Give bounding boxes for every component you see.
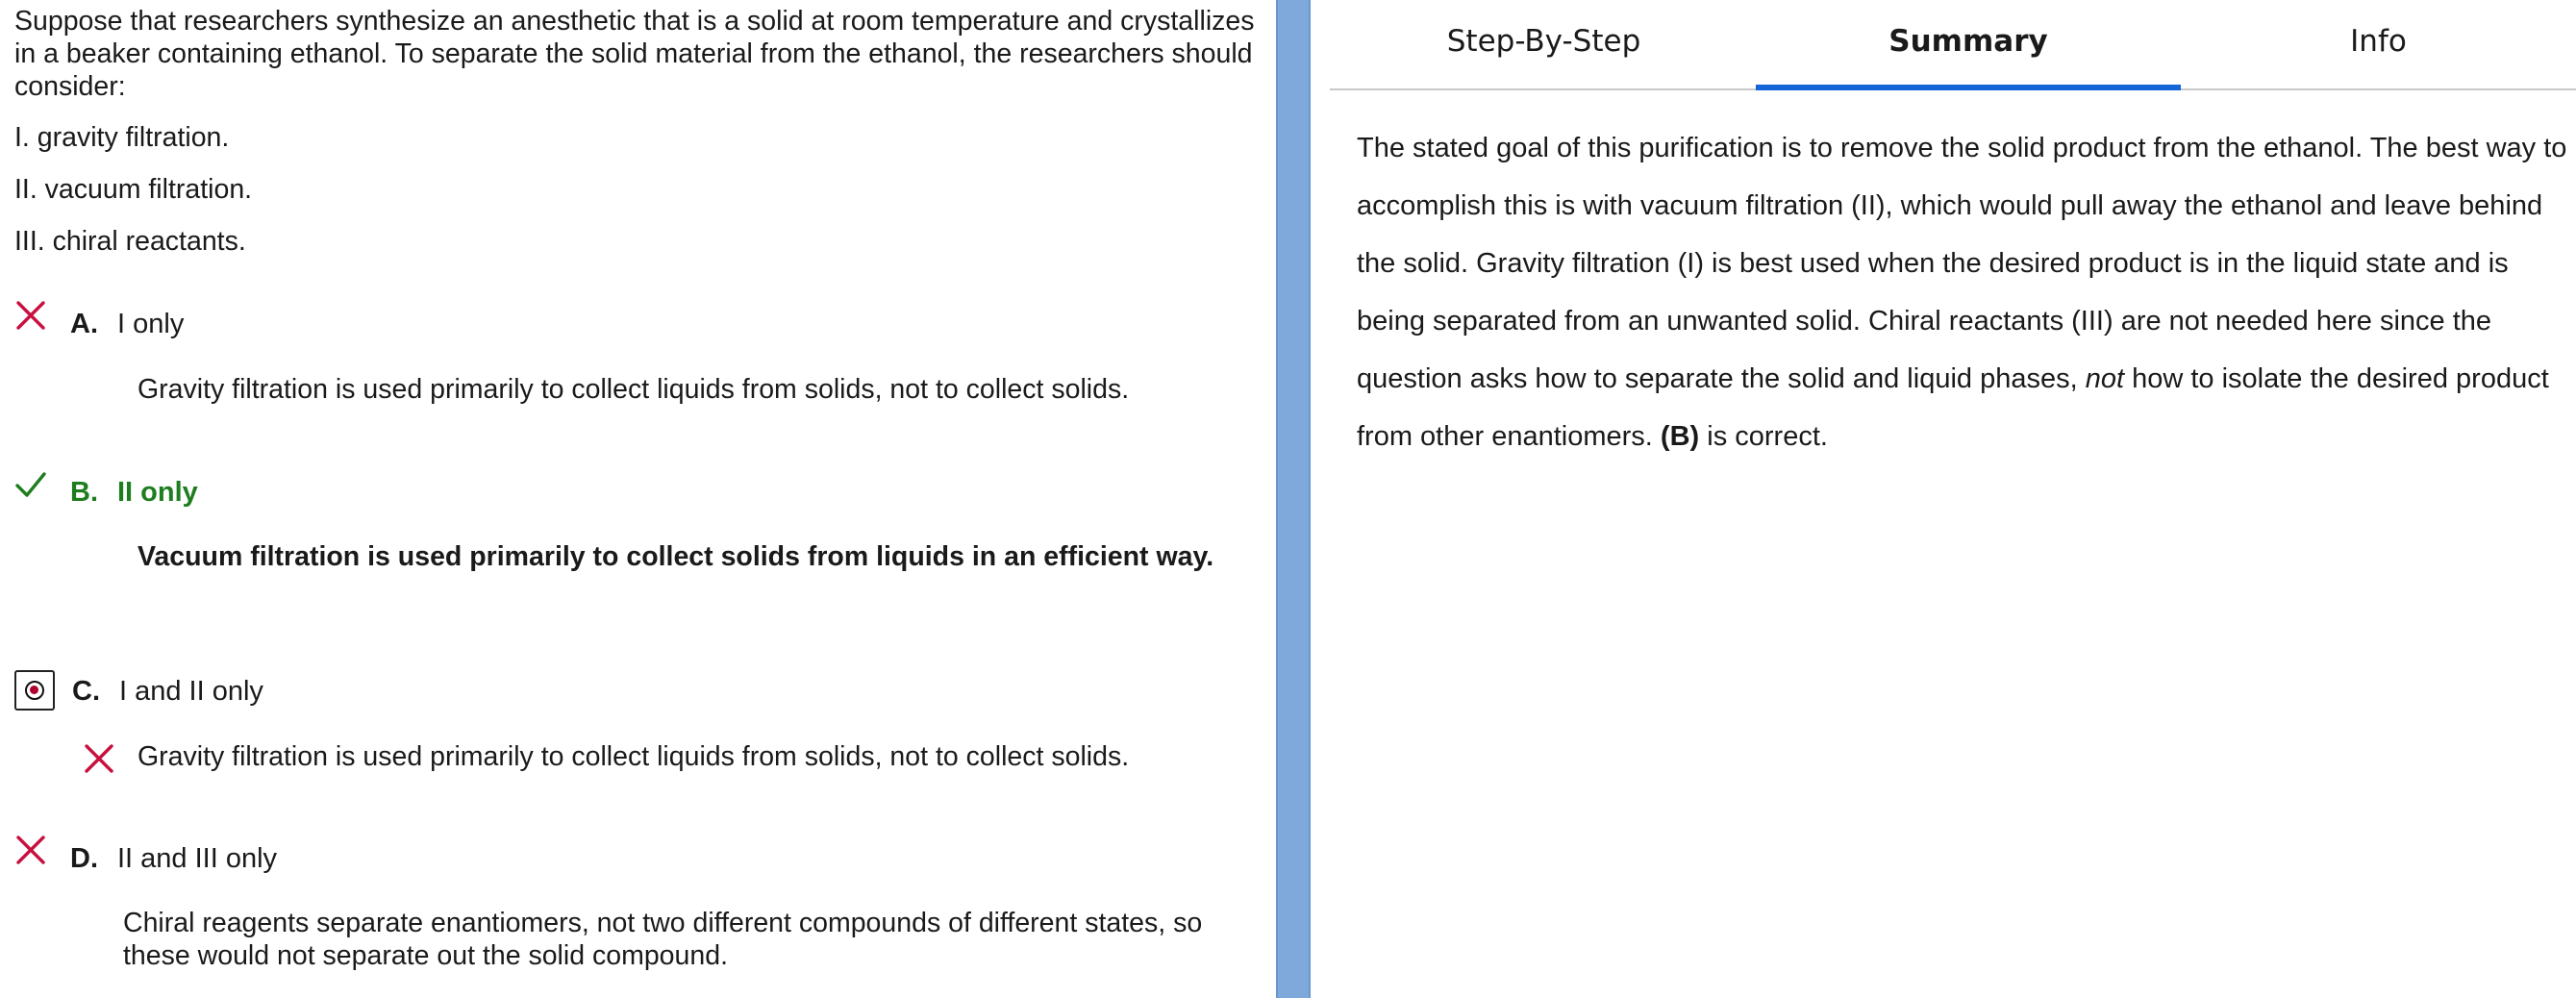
option-letter: A. [70, 309, 98, 339]
option-letter: C. [72, 676, 100, 707]
option-explanation: Gravity filtration is used primarily to collect liquids from solids, not to collect solids. [138, 741, 1130, 772]
option-explanation: Vacuum filtration is used primarily to collect solids from liquids in an efficient way. [138, 541, 1214, 572]
x-mark-icon [14, 299, 47, 332]
option-letter: B. [70, 477, 98, 508]
question-stem: Suppose that researchers synthesize an anesthetic that is a solid at room temperature and crystallizes in a beaker containing ethanol. To separate the solid material from the ethanol, the researchers should consider: [14, 6, 1255, 102]
x-mark-icon [83, 742, 115, 775]
option-label: II only [117, 477, 198, 508]
x-mark-icon [14, 834, 47, 866]
tab-step-by-step[interactable]: Step-By-Step [1446, 24, 1641, 59]
numeral-item-1: I. gravity filtration. [14, 122, 230, 153]
active-tab-indicator [1756, 85, 2181, 90]
option-explanation: Gravity filtration is used primarily to collect liquids from solids, not to collect solids. [138, 374, 1130, 405]
tab-summary[interactable]: Summary [1888, 24, 2048, 59]
option-label: I only [117, 309, 185, 339]
check-mark-icon [14, 468, 47, 501]
numeral-item-2: II. vacuum filtration. [14, 174, 253, 205]
summary-answer: (B) [1660, 421, 1700, 452]
explanation-pane [1311, 0, 2576, 998]
option-letter: D. [70, 843, 98, 874]
summary-part-1: The stated goal of this purification is to remove the solid product from the ethanol. The best way to accomplish this is with vacuum filtration (II), which would pull away the ethanol and leave behind the solid. Gravity filtration (I) is best used when the desired product is in the liquid state and is being separated from an unwanted solid. Chiral reactants (III) are not needed here since the question asks how to separate the solid and liquid phases, [1357, 133, 2567, 394]
numeral-item-3: III. chiral reactants. [14, 226, 246, 257]
option-label: II and III only [117, 843, 278, 874]
question-pane [0, 0, 1277, 998]
pane-splitter[interactable] [1276, 0, 1311, 998]
summary-part-3: is correct. [1699, 421, 1828, 452]
summary-part-2: how to isolate the desired product from other enantiomers. [1357, 363, 2549, 452]
option-explanation: Chiral reagents separate enantiomers, not two different compounds of different states, so these would not separate out the solid compound. [123, 908, 1203, 971]
radio-selected-icon[interactable] [14, 670, 55, 711]
tab-bar [1330, 0, 2576, 90]
summary-emphasis: not [2085, 363, 2125, 394]
option-label: I and II only [119, 676, 263, 707]
summary-text [1357, 119, 2568, 465]
tab-info[interactable]: Info [2350, 24, 2407, 59]
